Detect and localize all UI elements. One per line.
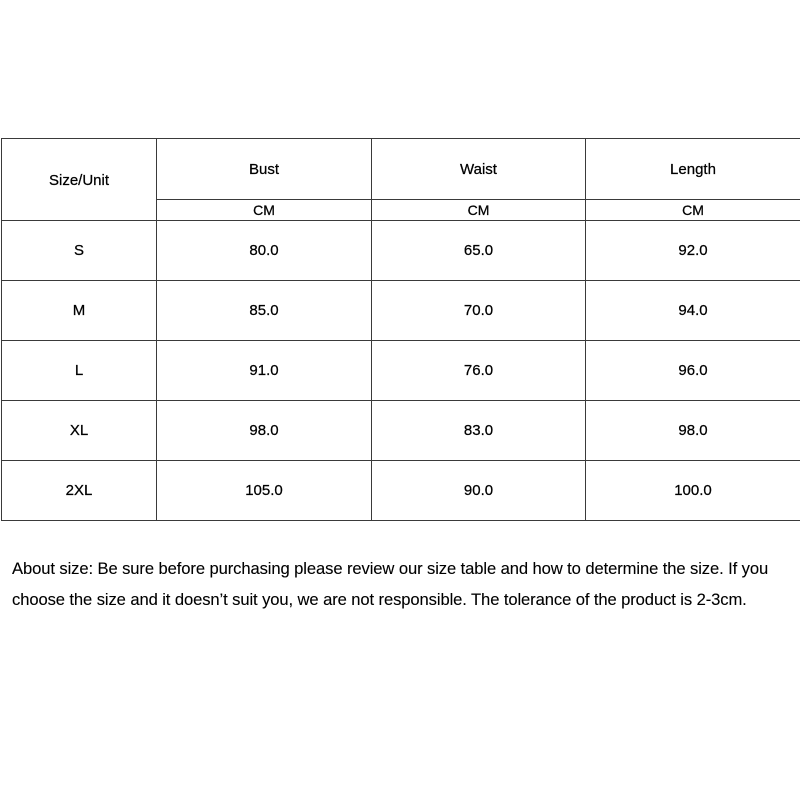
length-value: 92.0 [586,221,800,281]
waist-value: 90.0 [372,461,586,521]
waist-value: 70.0 [372,281,586,341]
waist-unit: CM [372,200,586,221]
waist-value: 83.0 [372,401,586,461]
bust-unit: CM [157,200,372,221]
length-unit: CM [586,200,800,221]
size-label: XL [2,401,157,461]
table-row [2,341,800,401]
length-header: Length [586,139,800,200]
size-disclaimer-text: About size: Be sure before purchasing please review our size table and how to determine the size. If you choose the size and it doesn’t suit you, we are not responsible. The tolerance of the product is 2-3cm. [12,558,769,610]
bust-value: 91.0 [157,341,372,401]
size-chart-table [1,138,800,521]
size-label: L [2,341,157,401]
waist-header: Waist [372,139,586,200]
size-label: 2XL [2,461,157,521]
length-value: 96.0 [586,341,800,401]
size-unit-header: Size/Unit [2,139,157,221]
length-value: 100.0 [586,461,800,521]
bust-value: 80.0 [157,221,372,281]
table-row [2,401,800,461]
header-row [2,139,800,200]
waist-value: 76.0 [372,341,586,401]
bust-header: Bust [157,139,372,200]
size-label: S [2,221,157,281]
bust-value: 98.0 [157,401,372,461]
length-value: 94.0 [586,281,800,341]
table-row [2,461,800,521]
table-row [2,281,800,341]
size-label: M [2,281,157,341]
bust-value: 85.0 [157,281,372,341]
length-value: 98.0 [586,401,800,461]
waist-value: 65.0 [372,221,586,281]
table-row [2,221,800,281]
bust-value: 105.0 [157,461,372,521]
